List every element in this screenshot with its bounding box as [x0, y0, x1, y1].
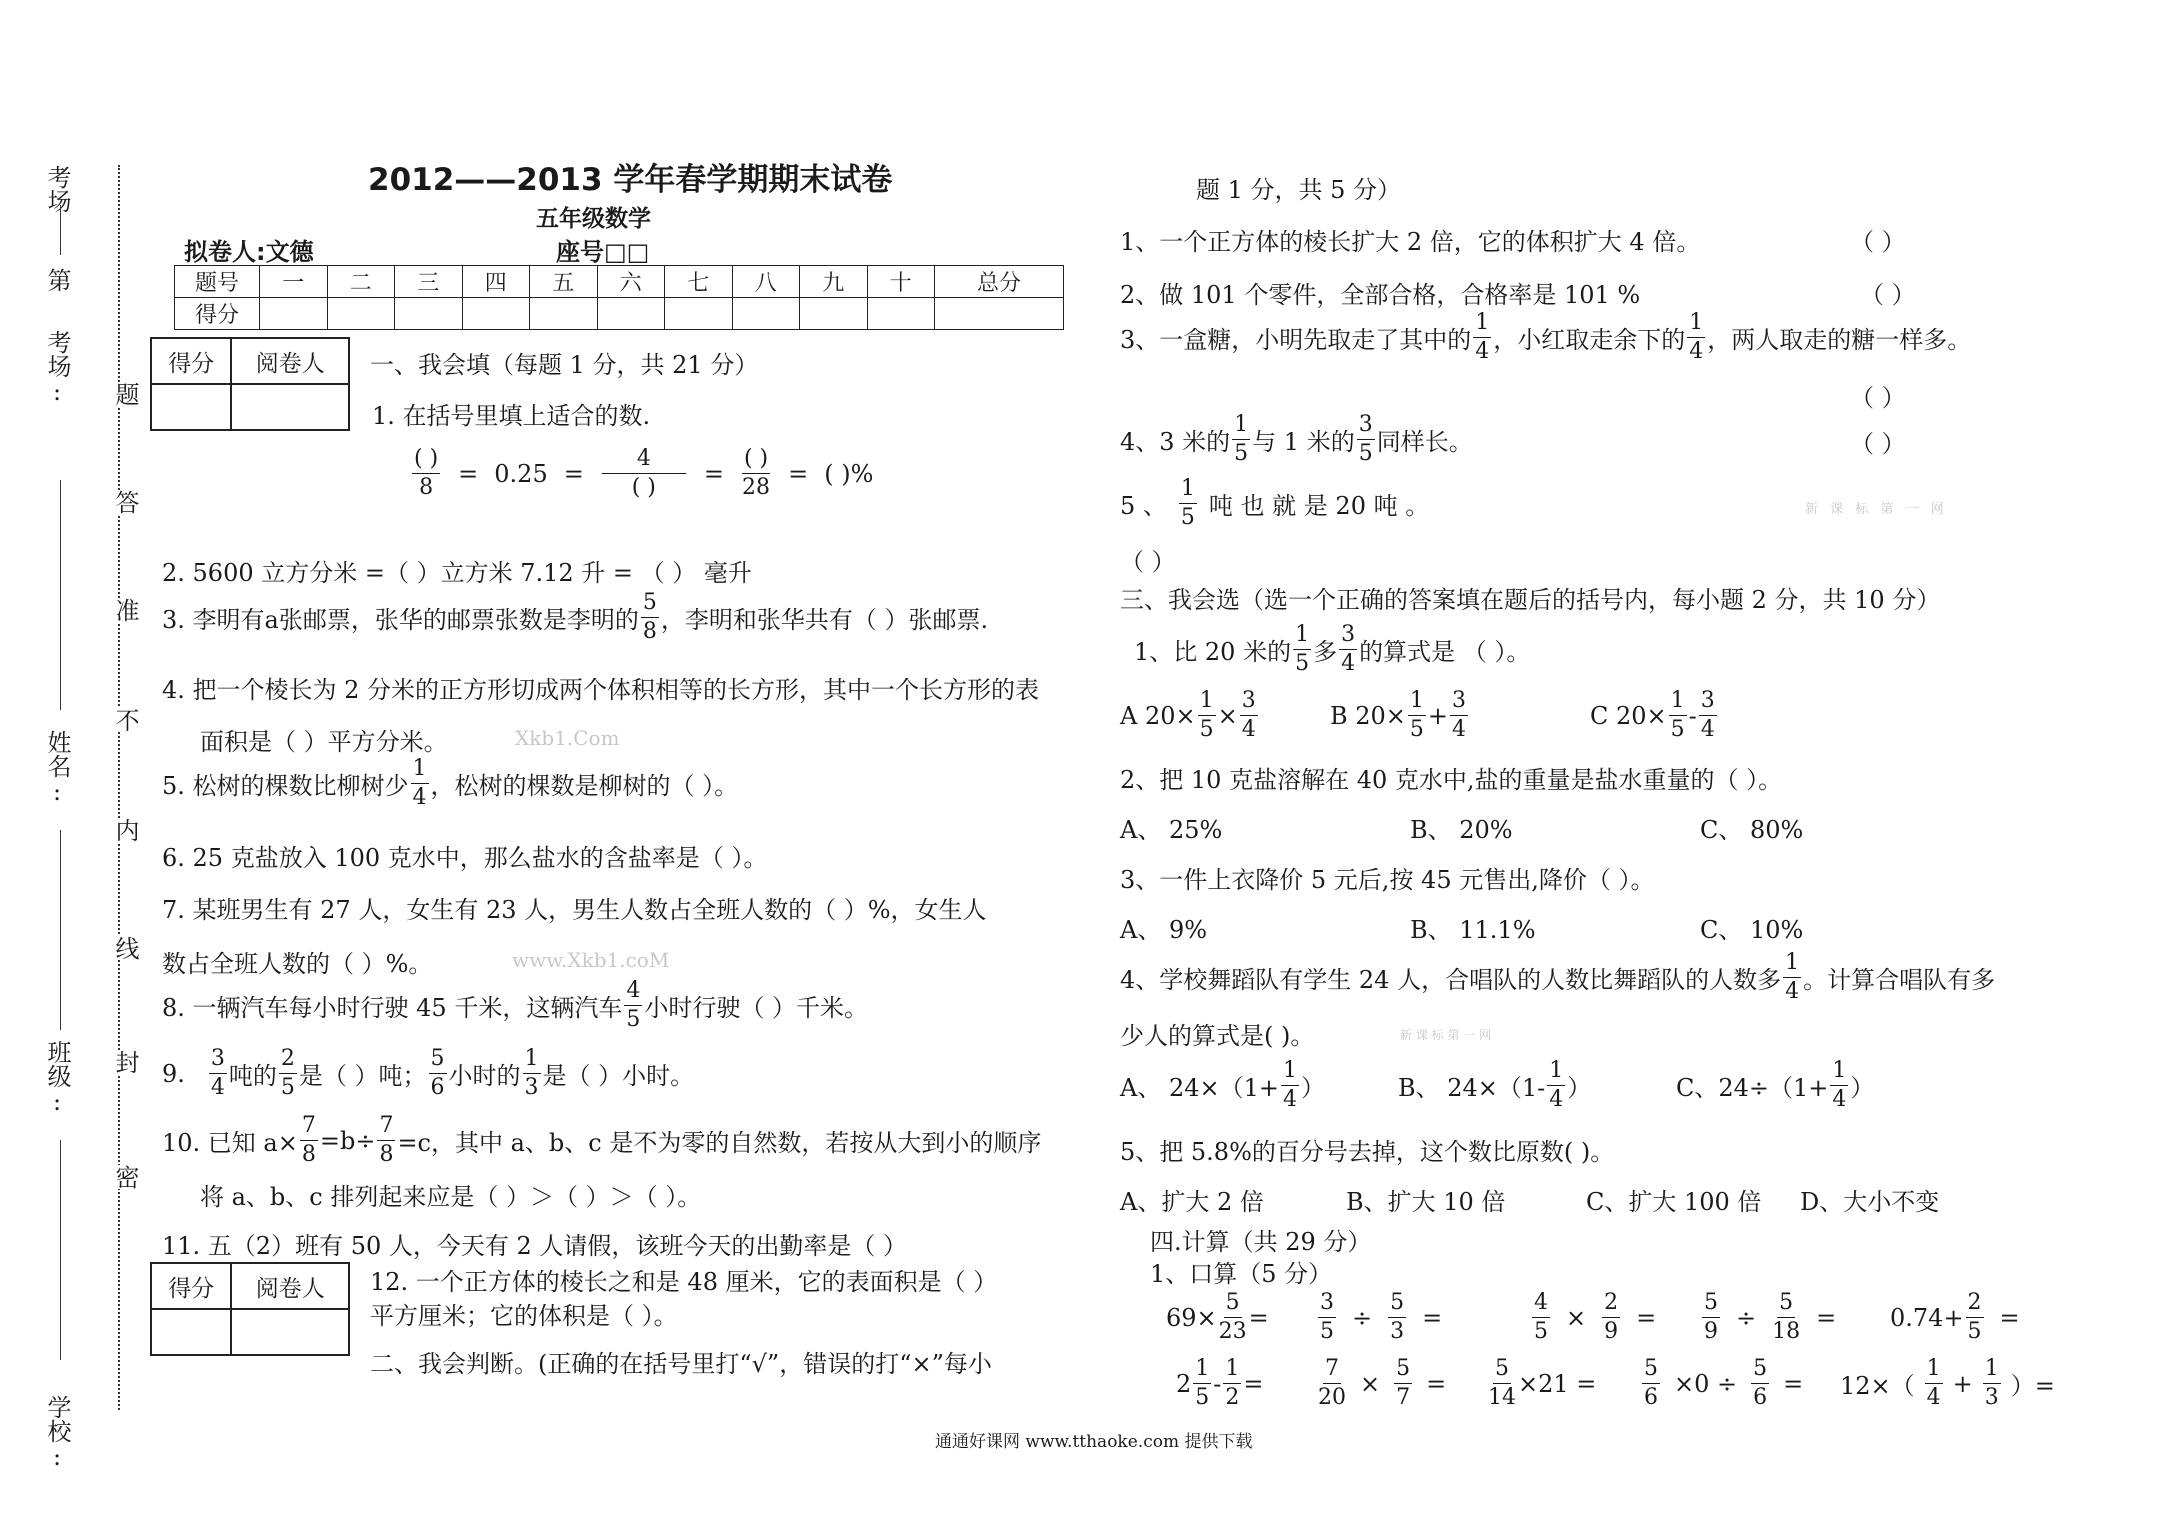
score-head: 九 [800, 266, 868, 298]
q10-line1 [162, 1115, 1041, 1166]
p3-q1-option-b[interactable] [1330, 690, 1470, 741]
q8-part-b: 小时行驶（ ）千米。 [644, 994, 868, 1022]
calc-r2-5 [1840, 1358, 2055, 1409]
q9-text [162, 1048, 694, 1099]
p2-q3-part: 3、一盒糖，小明先取走了其中的 [1120, 326, 1472, 354]
grader-score-cell[interactable] [151, 384, 231, 430]
frac-den: 6 [1753, 1385, 1768, 1410]
score-head: 总分 [935, 266, 1064, 298]
frac-den: 4 [1475, 339, 1490, 364]
grader-name-label: 阅卷人 [231, 338, 349, 384]
frac-num: 1 [1473, 312, 1491, 338]
q7-line1: 7. 某班男生有 27 人，女生有 23 人，男生人数占全班人数的（ ）%，女生人 [162, 896, 987, 924]
frac-den: 3 [524, 1075, 539, 1100]
option-close: ） [1567, 1074, 1592, 1102]
frac-num: 2 [279, 1048, 297, 1074]
frac-num: 1 [1687, 312, 1705, 338]
p3-q3-option-c[interactable]: C、 10% [1700, 916, 1804, 944]
frac-den: 7 [1396, 1385, 1411, 1410]
calc-r1-1 [1166, 1292, 1269, 1343]
q1-equation [410, 448, 873, 499]
p3-q4-option-b[interactable] [1398, 1060, 1591, 1111]
watermark: www.Xkb1.coM [512, 948, 670, 972]
seat-number: 座号□□ [556, 238, 650, 266]
p3-q1-option-c[interactable] [1590, 690, 1719, 741]
p3-q1 [1134, 624, 1530, 675]
q9-label: 9. [162, 1059, 185, 1088]
frac-num: 1 [1198, 690, 1216, 716]
calc-r1-4 [1700, 1292, 1836, 1343]
frac-den: 5 [626, 1007, 641, 1032]
margin-school: 学校: [43, 1395, 71, 1471]
p3-q4-option-c[interactable] [1676, 1060, 1874, 1111]
frac-num: 7 [1323, 1358, 1341, 1384]
frac-num: 5 [1702, 1292, 1720, 1318]
frac-num: 1 [1925, 1358, 1943, 1384]
grader-name-cell[interactable] [231, 1309, 349, 1355]
frac-den: 4 [1926, 1385, 1941, 1410]
frac-den: 5 [1358, 441, 1373, 466]
frac-den: 4 [1689, 339, 1704, 364]
option-label: B 20× [1330, 701, 1406, 730]
frac-num: 4 [1532, 1292, 1550, 1318]
p3-q1-part: 的算式是 （ ）。 [1359, 638, 1531, 666]
seal-dotted-line [118, 165, 120, 1410]
seal-char-da: 答 [108, 490, 143, 514]
operator: ÷ [1352, 1303, 1373, 1332]
frac-den: 2 [1225, 1385, 1240, 1410]
frac-num: 3 [1339, 624, 1357, 650]
frac-den: 4 [1283, 1087, 1297, 1112]
page-subtitle: 五年级数学 [536, 206, 651, 232]
score-cell[interactable] [935, 298, 1064, 330]
calc-r1-3 [1530, 1292, 1656, 1343]
q1-f1-den: 8 [419, 475, 434, 500]
operator: ×0 ÷ [1674, 1369, 1738, 1398]
frac-den: 4 [1452, 717, 1467, 742]
part2-heading-a: 二、我会判断。(正确的在括号里打“√”，错误的打“×”每小 [370, 1350, 992, 1378]
frac-den: 5 [1295, 651, 1310, 676]
calc-part: 0.74+ [1890, 1303, 1964, 1332]
frac-den: 5 [280, 1075, 295, 1100]
frac-num: 5 [1388, 1292, 1406, 1318]
calc-part: 12×（ [1840, 1372, 1915, 1400]
page-title: 2012——2013 学年春学期期末试卷 [368, 162, 893, 198]
frac-num: 2 [1602, 1292, 1620, 1318]
q10-line2: 将 a、b、c 排列起来应是（ ）＞（ ）＞（ ）。 [200, 1183, 702, 1211]
frac-den: 5 [1180, 505, 1195, 530]
score-row-label: 得分 [175, 298, 260, 330]
score-head: 十 [867, 266, 935, 298]
part1-heading: 一、我会填（每题 1 分，共 21 分） [370, 351, 759, 379]
operator: + [1952, 1369, 1973, 1398]
p3-q2-option-c[interactable]: C、 80% [1700, 816, 1804, 844]
frac-num: 5 [1777, 1292, 1795, 1318]
calc-eq: = [1999, 1303, 2020, 1332]
q12-line1: 12. 一个正方体的棱长之和是 48 厘米，它的表面积是（ ） [370, 1268, 998, 1296]
frac-num: 4 [624, 980, 642, 1006]
eq-sign: = [563, 459, 584, 488]
score-head: 八 [732, 266, 800, 298]
q4-line2: 面积是（ ）平方分米。 [200, 728, 448, 756]
frac-num: 1 [1408, 690, 1426, 716]
p3-q4-line1 [1120, 952, 1995, 1003]
p2-q2: 2、做 101 个零件，全部合格，合格率是 101 % [1120, 281, 1641, 309]
eq-sign: = [788, 459, 809, 488]
option-label: A、 24×（1+ [1120, 1074, 1279, 1102]
margin-rule-1 [60, 205, 63, 255]
seal-char-nei: 内 [108, 818, 143, 842]
p3-q4-option-a[interactable] [1120, 1060, 1325, 1111]
p2-q4-part: 同样长。 [1376, 428, 1473, 456]
frac-num: 3 [1318, 1292, 1336, 1318]
frac-den: 4 [1341, 651, 1356, 676]
p2-q2-answer[interactable]: （ ） [1860, 281, 1916, 309]
frac-num: 1 [1232, 414, 1250, 440]
q11-text: 11. 五（2）班有 50 人，今天有 2 人请假，该班今天的出勤率是（ ） [162, 1232, 908, 1260]
frac-den: 5 [1409, 717, 1424, 742]
p3-q2-option-a[interactable]: A、 25% [1120, 816, 1223, 844]
p3-q4-line2: 少人的算式是( )。 [1120, 1022, 1315, 1050]
margin-rule-3 [60, 830, 63, 1030]
p3-q5-option-d[interactable]: D、大小不变 [1800, 1188, 1940, 1216]
frac-num: 3 [1357, 414, 1375, 440]
operator: - [1688, 701, 1697, 730]
q12-line2: 平方厘米；它的体积是（ ）。 [370, 1302, 678, 1330]
frac-den: 14 [1488, 1385, 1516, 1410]
grader-score-label: 得分 [151, 338, 231, 384]
margin-name: 姓名: [43, 730, 71, 806]
frac-num: 1 [1783, 952, 1801, 978]
operator: ÷ [1736, 1303, 1757, 1332]
score-cell[interactable] [867, 298, 935, 330]
operator: × [1360, 1369, 1381, 1398]
calc-eq: ）= [2010, 1372, 2055, 1400]
score-cell[interactable] [597, 298, 665, 330]
p3-q3-option-a[interactable]: A、 9% [1120, 916, 1208, 944]
p3-q5-option-b[interactable]: B、扩大 10 倍 [1346, 1188, 1506, 1216]
frac-num: 1 [1547, 1060, 1565, 1086]
p3-q5: 5、把 5.8%的百分号去掉，这个数比原数( )。 [1120, 1138, 1615, 1166]
frac-den: 23 [1218, 1319, 1247, 1344]
frac-den: 5 [1199, 717, 1214, 742]
margin-rule-4 [60, 1140, 63, 1360]
frac-num: 2 [1966, 1292, 1984, 1318]
q3-text [162, 592, 988, 643]
frac-den: 8 [379, 1142, 394, 1167]
option-label: C 20× [1590, 701, 1667, 730]
p3-q4-part: 4、学校舞蹈队有学生 24 人，合唱队的人数比舞蹈队的人数多 [1120, 966, 1782, 994]
q10-part: 10. 已知 a× [162, 1129, 298, 1157]
q1-text: 1. 在括号里填上适合的数. [372, 402, 651, 430]
score-cell[interactable] [395, 298, 463, 330]
p3-q2: 2、把 10 克盐溶解在 40 克水中,盐的重量是盐水重量的（ ）。 [1120, 766, 1783, 794]
p2-q3 [1120, 312, 1971, 363]
frac-den: 6 [1644, 1385, 1658, 1410]
calc-eq: = [1422, 1303, 1443, 1332]
grader-box-1 [150, 337, 350, 431]
p3-q5-option-a[interactable]: A、扩大 2 倍 [1120, 1188, 1264, 1216]
frac-num: 5 [1642, 1358, 1660, 1384]
operator: × [1217, 701, 1238, 730]
frac-num: 7 [300, 1115, 318, 1141]
watermark: 新 课 标 第 一 网 [1805, 502, 1948, 517]
margin-class: 班级: [43, 1040, 71, 1116]
score-cell[interactable] [530, 298, 598, 330]
frac-den: 4 [1549, 1087, 1564, 1112]
margin-kaochang: 考场 [43, 165, 71, 213]
calc-r1-5 [1890, 1292, 2020, 1343]
q1-f2-num: 4 [602, 448, 686, 474]
grader-score-cell[interactable] [151, 1309, 231, 1355]
p2-q1: 1、一个正方体的棱长扩大 2 倍，它的体积扩大 4 倍。 [1120, 228, 1701, 256]
frac-den: 4 [1241, 717, 1256, 742]
watermark: 新 课 标 第 一 网 [1400, 1028, 1492, 1042]
frac-den: 3 [1390, 1319, 1405, 1344]
frac-num: 5 [429, 1048, 447, 1074]
q8-part-a: 8. 一辆汽车每小时行驶 45 千米，这辆汽车 [162, 994, 623, 1022]
q4-line1: 4. 把一个棱长为 2 分米的正方形切成两个体积相等的长方形，其中一个长方形的表 [162, 676, 1040, 704]
seal-char-xian: 线 [108, 936, 143, 960]
calc-eq: = [1636, 1303, 1657, 1332]
q10-part: =c，其中 a、b、c 是不为零的自然数，若按从大到小的顺序 [397, 1129, 1042, 1157]
q1-value: 0.25 [494, 459, 548, 488]
p2-q4-answer[interactable]: （ ） [1850, 430, 1906, 458]
p2-q5-part: 吨 也 就 是 20 吨 。 [1208, 492, 1430, 520]
author: 拟卷人:文德 [184, 238, 314, 266]
score-cell[interactable] [327, 298, 395, 330]
frac-den: 5 [1670, 717, 1685, 742]
q1-f3-num: ( ) [742, 448, 770, 474]
frac-den: 5 [1967, 1319, 1982, 1344]
frac-den: 5 [1195, 1385, 1210, 1410]
frac-den: 9 [1604, 1319, 1619, 1344]
frac-num: 1 [1830, 1060, 1848, 1086]
margin-rule-2 [60, 480, 63, 710]
calc-r2-2 [1316, 1358, 1446, 1409]
operator: × [1566, 1303, 1587, 1332]
q2-text: 2. 5600 立方分米 =（ ）立方米 7.12 升 = （ ） 毫升 [162, 559, 752, 587]
margin-kaochang2: 考场: [43, 330, 71, 406]
frac-den: 3 [1984, 1385, 1999, 1410]
frac-num: 3 [1240, 690, 1258, 716]
q9-part: 是（ ）小时。 [542, 1062, 695, 1090]
frac-num: 1 [1193, 1358, 1211, 1384]
q5-part-b: ，松树的棵数是柳树的（ ）。 [430, 772, 739, 800]
seal-char-feng: 封 [108, 1050, 143, 1074]
p3-q4-part: 。计算合唱队有多 [1803, 966, 1996, 994]
operator: + [1427, 701, 1449, 730]
calc-eq: = [1816, 1303, 1837, 1332]
grader-box-2 [150, 1262, 350, 1356]
q7-line2: 数占全班人数的（ ）%。 [162, 950, 433, 978]
frac-num: 1 [1669, 690, 1687, 716]
calc-r2-4 [1640, 1358, 1803, 1409]
frac-num: 1 [411, 758, 429, 784]
p2-q5-answer[interactable]: （ ） [1120, 548, 1176, 576]
q1-f2-den: ( ) [631, 475, 656, 500]
eq-sign: = [703, 459, 724, 488]
q5-part-a: 5. 松树的棵数比柳树少 [162, 772, 409, 800]
q1-f3-den: 28 [742, 475, 771, 500]
calc-eq: = [1248, 1303, 1269, 1332]
frac-den: 9 [1704, 1319, 1718, 1344]
p3-q1-part: 多 [1313, 638, 1338, 666]
frac-num: 1 [523, 1048, 541, 1074]
frac-num: 3 [209, 1048, 227, 1074]
p2-q4-part: 4、3 米的 [1120, 428, 1231, 456]
part4-sub1: 1、口算（5 分） [1150, 1260, 1333, 1288]
footer-credit: 通通好课网 www.tthaoke.com 提供下载 [935, 1432, 1253, 1452]
p2-q3-answer[interactable]: （ ） [1850, 384, 1906, 412]
option-close: ） [1850, 1074, 1875, 1102]
frac-den: 4 [1785, 979, 1800, 1004]
score-head: 五 [530, 266, 598, 298]
p2-q4-part: 与 1 米的 [1252, 428, 1355, 456]
seal-char-zhun: 准 [108, 598, 143, 622]
frac-den: 18 [1772, 1319, 1801, 1344]
frac-num: 3 [1699, 690, 1717, 716]
score-cell[interactable] [732, 298, 800, 330]
p2-q5-part: 5 、 [1120, 492, 1167, 520]
frac-den: 20 [1318, 1385, 1346, 1410]
q5-text [162, 758, 738, 809]
calc-part: 2 [1176, 1369, 1192, 1398]
score-head: 二 [327, 266, 395, 298]
frac-num: 5 [1751, 1358, 1769, 1384]
frac-num: 5 [1224, 1292, 1242, 1318]
frac-den: 5 [1234, 441, 1249, 466]
score-head: 一 [260, 266, 328, 298]
score-head: 七 [665, 266, 733, 298]
q9-part: 是（ ）吨； [298, 1062, 427, 1090]
p2-q3-part: ，两人取走的糖一样多。 [1707, 326, 1972, 354]
frac-den: 4 [1700, 717, 1715, 742]
frac-den: 4 [210, 1075, 225, 1100]
score-head: 题号 [175, 266, 260, 298]
p2-q4 [1120, 414, 1473, 465]
calc-part: 69× [1166, 1303, 1217, 1332]
calc-eq: = [1426, 1369, 1447, 1398]
option-label: C、24÷（1+ [1676, 1074, 1829, 1102]
score-head: 六 [597, 266, 665, 298]
score-cell[interactable] [800, 298, 868, 330]
calc-eq: = [1243, 1369, 1264, 1398]
q6-text: 6. 25 克盐放入 100 克水中，那么盐水的含盐率是（ ）。 [162, 844, 768, 872]
frac-num: 5 [641, 592, 659, 618]
q1-f1-num: ( ) [412, 448, 440, 474]
calc-r2-3 [1486, 1358, 1596, 1409]
part2-heading-b: 题 1 分，共 5 分） [1196, 176, 1402, 204]
score-head: 四 [462, 266, 530, 298]
calc-eq: = [1783, 1369, 1804, 1398]
calc-r1-2 [1316, 1292, 1442, 1343]
frac-den: 8 [301, 1142, 316, 1167]
frac-num: 1 [1281, 1060, 1299, 1086]
seal-char-mi: 密 [108, 1165, 143, 1189]
p3-q3: 3、一件上衣降价 5 元后,按 45 元售出,降价（ ）。 [1120, 866, 1655, 894]
q3-part-a: 3. 李明有a张邮票，张华的邮票张数是李明的 [162, 606, 639, 634]
p3-q1-part: 1、比 20 米的 [1134, 638, 1292, 666]
grader-name-cell[interactable] [231, 384, 349, 430]
p3-q3-option-b[interactable]: B、 11.1% [1410, 916, 1536, 944]
calc-eq: ×21 = [1518, 1369, 1597, 1398]
grader-name-label: 阅卷人 [231, 1263, 349, 1309]
option-label: A 20× [1120, 701, 1196, 730]
frac-den: 5 [1534, 1319, 1548, 1344]
frac-num: 1 [1223, 1358, 1241, 1384]
grader-score-label: 得分 [151, 1263, 231, 1309]
watermark: Xkb1.Com [515, 726, 620, 750]
frac-num: 7 [377, 1115, 395, 1141]
frac-den: 8 [642, 619, 657, 644]
q8-text [162, 980, 868, 1031]
q10-part: =b÷ [319, 1126, 376, 1155]
score-table [174, 265, 1064, 330]
option-close: ） [1301, 1074, 1325, 1102]
p3-q5-option-c[interactable]: C、扩大 100 倍 [1586, 1188, 1762, 1216]
operator: - [1213, 1369, 1222, 1398]
score-head: 三 [395, 266, 463, 298]
p3-q2-option-b[interactable]: B、 20% [1410, 816, 1513, 844]
seal-char-bu: 不 [108, 708, 143, 732]
frac-num: 3 [1450, 690, 1468, 716]
frac-num: 1 [1293, 624, 1311, 650]
frac-den: 5 [1320, 1319, 1334, 1344]
option-label: B、 24×（1- [1398, 1074, 1546, 1102]
q3-part-b: ，李明和张华共有（ ）张邮票. [660, 606, 989, 634]
frac-den: 4 [412, 785, 427, 810]
frac-num: 5 [1493, 1358, 1511, 1384]
margin-di: 第 [43, 268, 71, 292]
p2-q1-answer[interactable]: （ ） [1850, 228, 1906, 256]
q9-part: 小时的 [448, 1062, 521, 1090]
p3-q1-option-a[interactable] [1120, 690, 1260, 741]
p2-q3-part: ，小红取走余下的 [1493, 326, 1686, 354]
score-cell[interactable] [665, 298, 733, 330]
frac-num: 1 [1983, 1358, 2001, 1384]
part3-heading: 三、我会选（选一个正确的答案填在题后的括号内，每小题 2 分，共 10 分） [1120, 586, 1941, 614]
score-cell[interactable] [462, 298, 530, 330]
calc-r2-1 [1176, 1358, 1264, 1409]
frac-den: 6 [430, 1075, 445, 1100]
part4-heading: 四.计算（共 29 分） [1150, 1228, 1372, 1256]
p2-q5 [1120, 478, 1429, 529]
frac-den: 4 [1832, 1087, 1847, 1112]
score-cell[interactable] [260, 298, 328, 330]
frac-num: 1 [1179, 478, 1197, 504]
q1-percent: ( )% [824, 459, 874, 488]
q9-part: 吨的 [228, 1062, 277, 1090]
eq-sign: = [458, 459, 479, 488]
frac-num: 5 [1394, 1358, 1412, 1384]
seal-char-ti: 题 [108, 382, 143, 406]
